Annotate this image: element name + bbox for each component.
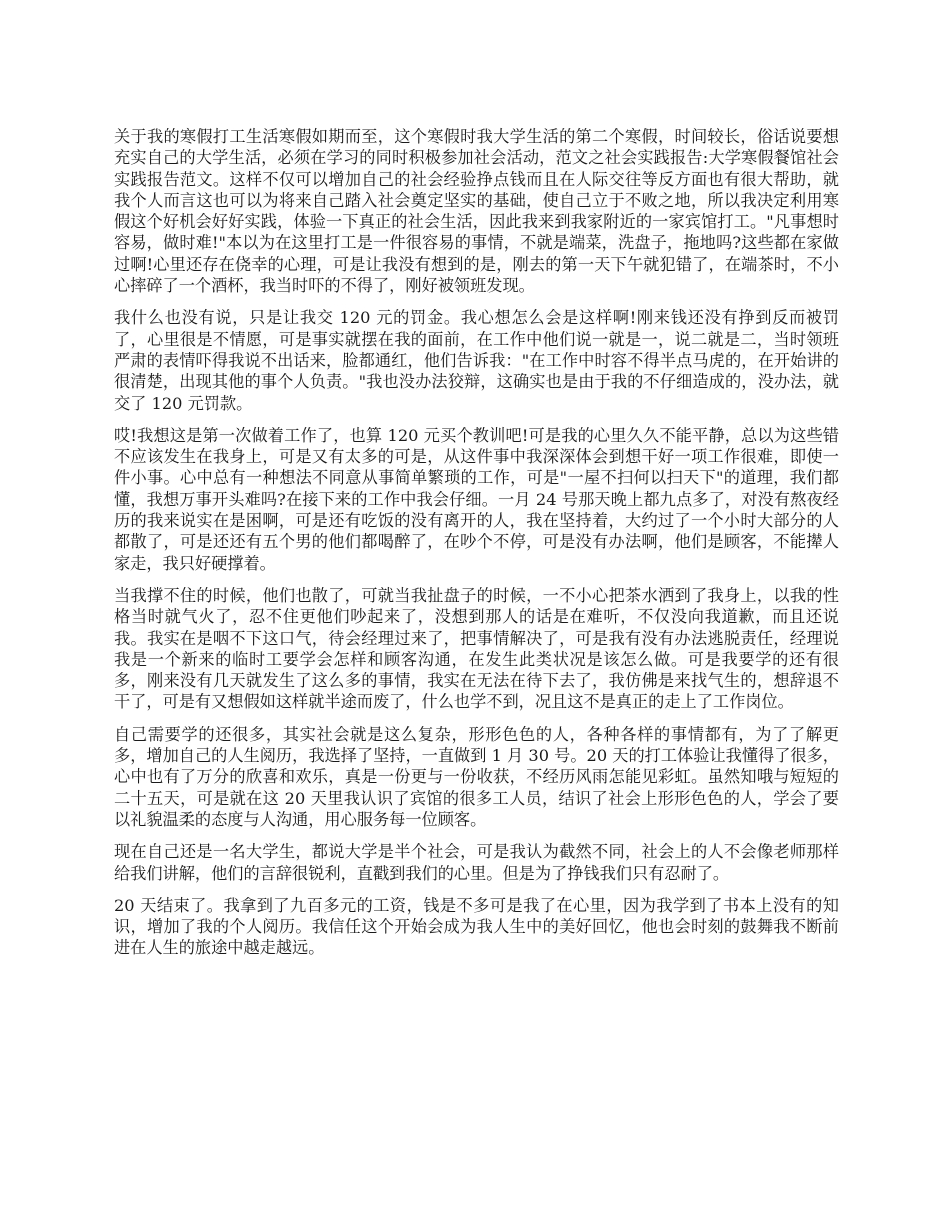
paragraph-6: 现在自己还是一名大学生，都说大学是半个社会，可是我认为截然不同，社会上的人不会像老师那样给我们讲解，他们的言辞很锐利，直戳到我们的心里。但是为了挣钱我们只有忍耐了。 xyxy=(114,842,839,883)
document-body xyxy=(114,126,839,970)
paragraph-7: 20 天结束了。我拿到了九百多元的工资，钱是不多可是我了在心里，因为我学到了书本上没有的知识，增加了我的个人阅历。我信任这个开始会成为我人生中的美好回忆，他也会时刻的鼓舞我不断前进在人生的旅途中越走越远。 xyxy=(114,895,839,958)
paragraph-5: 自己需要学的还很多，其实社会就是这么复杂，形形色色的人，各种各样的事情都有，为了了解更多，增加自己的人生阅历，我选择了坚持，一直做到 1 月 30 号。20 天的打工体验让我懂得了很多，心中也有了万分的欣喜和欢乐，真是一份更与一份收获，不经历风雨怎能见彩虹。虽然知哦与短短的二十五天，可是就在这 20 天里我认识了宾馆的很多工人员，结识了社会上形形色色的人，学会了要以礼貌温柔的态度与人沟通，用心服务每一位顾客。 xyxy=(114,724,839,829)
paragraph-2: 我什么也没有说，只是让我交 120 元的罚金。我心想怎么会是这样啊!刚来钱还没有挣到反而被罚了，心里很是不情愿，可是事实就摆在我的面前，在工作中他们说一就是一，说二就是二，当时领班严肃的表情吓得我说不出话来，脸都通红，他们告诉我："在工作中时容不得半点马虎的，在开始讲的很清楚，出现其他的事个人负责。"我也没办法狡辩，这确实也是由于我的不仔细造成的，没办法，就交了 120 元罚款。 xyxy=(114,308,839,413)
paragraph-4: 当我撑不住的时候，他们也散了，可就当我扯盘子的时候，一不小心把茶水洒到了我身上，以我的性格当时就气火了，忍不住更他们吵起来了，没想到那人的话是在难听，不仅没向我道歉，而且还说我。我实在是咽不下这口气，待会经理过来了，把事情解决了，可是我有没有办法逃脱责任，经理说我是一个新来的临时工要学会怎样和顾客沟通，在发生此类状况是该怎么做。可是我要学的还有很多，刚来没有几天就发生了这么多的事情，我实在无法在待下去了，我仿佛是来找气生的，想辞退不干了，可是有又想假如这样就半途而废了，什么也学不到，况且这不是真正的走上了工作岗位。 xyxy=(114,585,839,712)
paragraph-3: 哎!我想这是第一次做着工作了，也算 120 元买个教训吧!可是我的心里久久不能平静，总以为这些错不应该发生在我身上，可是又有太多的可是，从这件事中我深深体会到想干好一项工作很难，即使一件小事。心中总有一种想法不同意从事简单繁琐的工作，可是"一屋不扫何以扫天下"的道理，我们都懂，我想万事开头难吗?在接下来的工作中我会仔细。一月 24 号那天晚上都九点多了，对没有熬夜经历的我来说实在是困啊，可是还有吃饭的没有离开的人，我在坚持着，大约过了一个小时大部分的人都散了，可是还还有五个男的他们都喝醉了，在吵个不停，可是没有办法啊，他们是顾客，不能撵人家走，我只好硬撑着。 xyxy=(114,425,839,573)
paragraph-1: 关于我的寒假打工生活寒假如期而至，这个寒假时我大学生活的第二个寒假，时间较长，俗话说要想充实自己的大学生活，必须在学习的同时积极参加社会活动，范文之社会实践报告:大学寒假餐馆社会实践报告范文。这样不仅可以增加自己的社会经验挣点钱而且在人际交往等反方面也有很大帮助，就我个人而言这也可以为将来自己踏入社会奠定坚实的基础，使自己立于不败之地，所以我决定利用寒假这个好机会好好实践，体验一下真正的社会生活，因此我来到我家附近的一家宾馆打工。"凡事想时容易，做时难!"本以为在这里打工是一件很容易的事情，不就是端菜，洗盘子，拖地吗?这些都在家做过啊!心里还存在侥幸的心理，可是让我没有想到的是，刚去的第一天下午就犯错了，在端茶时，不小心摔碎了一个酒杯，我当时吓的不得了，刚好被领班发现。 xyxy=(114,127,839,296)
